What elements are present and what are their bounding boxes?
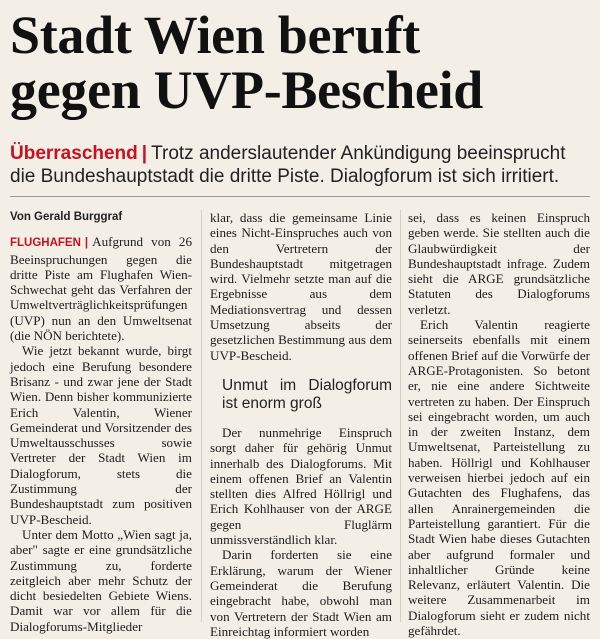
column-divider — [201, 210, 202, 622]
headline-line-2: gegen UVP-Bescheid — [10, 60, 484, 120]
byline: Von Gerald Burggraf — [10, 211, 123, 223]
column-divider — [400, 210, 401, 622]
deck-kicker: Überraschend — [10, 143, 138, 164]
paragraph — [10, 234, 192, 343]
headline-line-1: Stadt Wien beruft — [10, 5, 420, 65]
paragraph: Wie jetzt bekannt wurde, birgt jedoch eine Berufung besondere Brisanz - und zwar jene der Stadt Wien. Denn bisher kommunizierte Erich Valentin, Wiener Gemeinderat und Vorsitzender des Umweltausschusses sowie Vertreter der Stadt Wien im Dialogforum, stets die Zustimmung der Bundeshauptstadt zum positiven UVP-Bescheid. — [10, 343, 192, 527]
paragraph: Darin forderten sie eine Erklärung, warum der Wiener Gemeinderat die Berufung eingebracht habe, obwohl man von Vertretern der Stadt Wien am Einreichtag informiert worden — [210, 547, 392, 639]
paragraph: Erich Valentin reagierte seinerseits ebenfalls mit einem offenen Brief auf die Vorwürfe der ARGE-Protagonisten. So betont er, nie eine andere Sichtweite vertreten zu haben. Der Einspruch sei eingebracht worden, um auch in der zweiten Instanz, dem Umweltsenat, Parteistellung zu haben. Höllrigl und Kohlhauser verweisen hierbei jedoch auf ein Gutachten des Flughafens, das allen Anrainergemeinden die Parteistellung garantiert. Für die Stadt Wien habe dieses Gutachten aber aufgrund formaler und inhaltlicher Gründe keine Relevanz, erläutert Valentin. Die weitere Zusammenarbeit im Dialogforum sieht er zudem nicht gefährdet. — [408, 317, 590, 639]
headline — [10, 0, 590, 118]
column-1 — [10, 210, 192, 634]
deck — [10, 142, 590, 188]
deck-text: Trotz anderslautender Ankündigung beeinsprucht die Bundeshauptstadt die dritte Piste. Dialogforum ist sich irritiert. — [10, 143, 566, 187]
paragraph-text: Aufgrund von 26 Beeinspruchungen gegen die dritte Piste am Flughafen Wien-Schwechat geht das Verfahren der Umweltverträglichkeitsprüfungen (UVP) nun an den Umweltsenat (die NÖN berichtete). — [10, 234, 192, 344]
subheadline: Unmut im Dialogforum ist enorm groß — [222, 376, 392, 412]
paragraph: klar, dass die gemeinsame Linie eines Nicht-Einspruches auch von den Vertretern der Bundeshauptstadt mitgetragen wird. Vielmehr setzte man auf die Ergebnisse aus dem Mediationsvertrag und dessen Umsetzung abseits der gesetzlichen Bestimmung aus dem UVP-Bescheid. — [210, 210, 392, 363]
column-3 — [408, 210, 590, 638]
paragraph: Unter dem Motto „Wien sagt ja, aber" sagte er eine grundsätzliche Zustimmung zu, forderte zeitgleich aber mehr Schutz der dicht besiedelten Gebiete Wiens. Damit war vor allem für die Dialogforums-Mitglieder — [10, 526, 192, 634]
location-separator: | — [84, 237, 89, 250]
column-2 — [210, 210, 392, 639]
paragraph: Der nunmehrige Einspruch sorgt daher für gehörig Unmut innerhalb des Dialogforums. Mit einem offenen Brief an Valentin stellten dies Alfred Höllrigl und Erich Kohlhauser von der ARGE gegen Fluglärm unmissverständlich klar. — [210, 424, 392, 548]
deck-separator: | — [141, 143, 148, 164]
header-divider — [10, 196, 590, 197]
paragraph: sei, dass es keinen Einspruch geben werde. Sie stellten auch die Glaubwürdigkeit der Bundeshauptstadt infrage. Zudem sieht die ARGE grundsätzliche Statuten des Dialogforums verletzt. — [408, 210, 590, 317]
location-tag: FLUGHAFEN — [10, 237, 81, 250]
article-columns — [10, 210, 590, 639]
